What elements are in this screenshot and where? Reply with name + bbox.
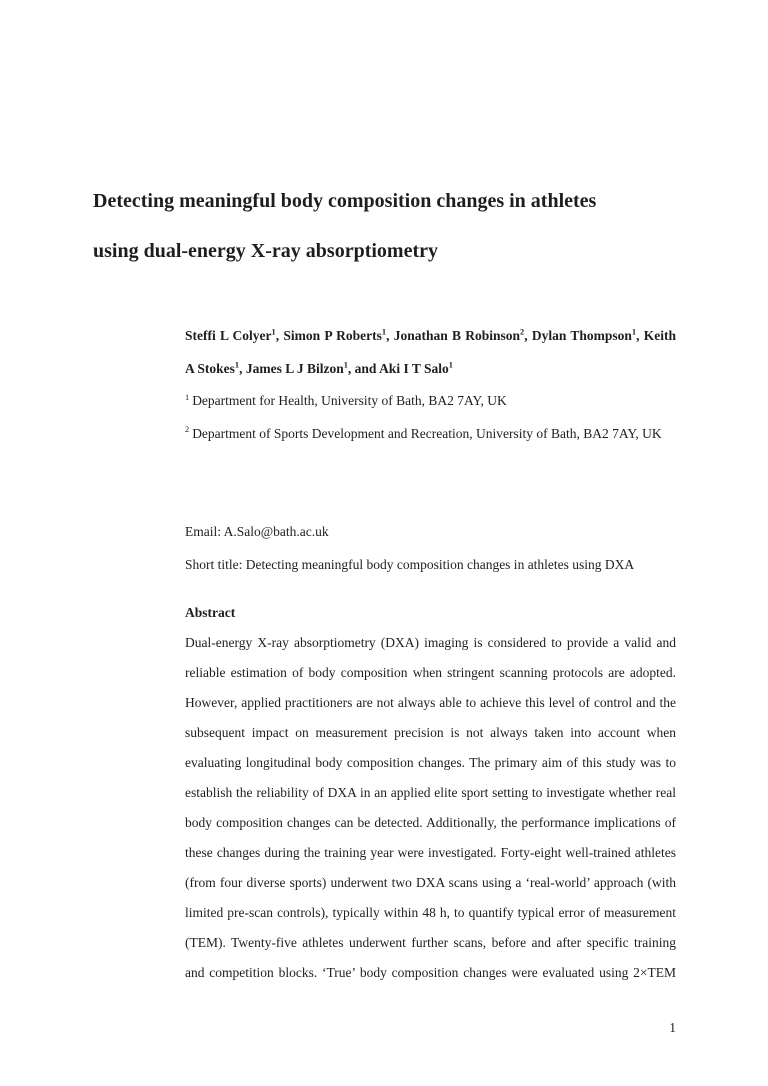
affiliation-superscript: 1 xyxy=(185,392,190,402)
author-name: Steffi L Colyer xyxy=(185,328,272,343)
affiliation-1 xyxy=(185,385,676,418)
author-superscript: 1 xyxy=(448,360,453,369)
contact-info xyxy=(185,516,676,581)
abstract-heading: Abstract xyxy=(185,605,236,620)
abstract-text: Dual-energy X-ray absorptiometry (DXA) imaging is considered to provide a valid and reliable estimation of body composition when stringent scanning protocols are adopted. However, applied practitioners are not always able to achieve this level of control and the subsequent impact on measurement precision is not always taken into account when evaluating longitudinal body composition changes. The primary aim of this study was to establish the reliability of DXA in an applied elite sport setting to investigate whether real body composition changes can be detected. Additionally, the performance implications of these changes during the training year were investigated. Forty-eight well-trained athletes (from four diverse sports) underwent two DXA scans using a ‘real-world’ approach (with limited pre-scan controls), typically within 48 h, to quantify typical error of measurement (TEM). Twenty-five athletes underwent further scans, before and after specific training and competition blocks. ‘True’ body composition changes were evaluated using 2×TEM xyxy=(185,635,676,980)
paper-title xyxy=(93,176,678,276)
author-byline xyxy=(185,320,676,385)
email-line: Email: A.Salo@bath.ac.uk xyxy=(185,524,329,539)
author-separator: , and xyxy=(347,360,380,376)
page-number: 1 xyxy=(669,1020,676,1035)
affiliations xyxy=(185,385,676,450)
author-superscript: 1 xyxy=(234,360,240,369)
author-name: Keith A Stokes xyxy=(185,328,676,376)
affiliation-text: Department for Health, University of Bath, BA2 7AY, UK xyxy=(192,393,507,408)
author-name: Aki I T Salo xyxy=(379,360,449,376)
author-name: Simon P Roberts xyxy=(283,328,382,343)
author-superscript: 1 xyxy=(381,327,387,337)
title-line-1: Detecting meaningful body composition changes in athletes xyxy=(93,190,597,212)
affiliation-text: Department of Sports Development and Recreation, University of Bath, BA2 7AY, UK xyxy=(192,425,662,441)
author-separator: , xyxy=(386,328,394,343)
affiliation-2 xyxy=(185,418,676,451)
author-separator: , xyxy=(524,328,532,343)
author-separator: , xyxy=(275,328,284,343)
author-superscript: 1 xyxy=(343,360,348,369)
author-separator: , xyxy=(636,328,644,343)
author-superscript: 1 xyxy=(271,327,276,337)
author-name: James L J Bilzon xyxy=(245,360,344,376)
affiliation-superscript: 2 xyxy=(185,425,190,434)
author-superscript: 2 xyxy=(520,327,525,337)
author-separator: , xyxy=(239,360,246,376)
author-superscript: 1 xyxy=(631,327,637,337)
short-title-line: Short title: Detecting meaningful body composition changes in athletes using DXA xyxy=(185,556,635,572)
author-name: Jonathan B Robinson xyxy=(393,328,521,343)
author-name: Dylan Thompson xyxy=(531,328,632,343)
abstract-section xyxy=(185,598,676,988)
title-line-2: using dual-energy X-ray absorptiometry xyxy=(93,240,438,262)
